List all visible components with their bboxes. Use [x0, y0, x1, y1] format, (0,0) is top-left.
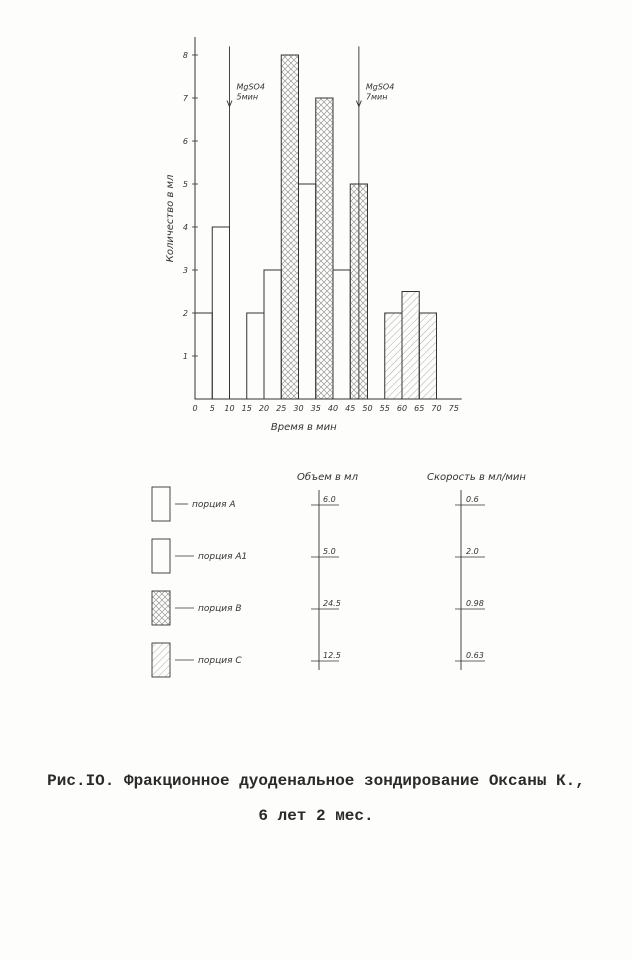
legend-label: порция B	[198, 604, 242, 614]
x-tick-label: 75	[448, 404, 459, 413]
x-tick-label: 30	[293, 404, 304, 413]
x-tick-label: 25	[276, 404, 287, 413]
bar	[281, 55, 298, 399]
volume-value: 6.0	[323, 495, 336, 504]
x-tick-label: 15	[241, 404, 252, 413]
volume-header: Объем в мл	[297, 472, 358, 483]
speed-value: 0.63	[466, 651, 484, 660]
legend-swatch	[152, 487, 170, 521]
x-tick-label: 0	[192, 404, 198, 413]
histogram	[165, 37, 462, 433]
volume-value: 5.0	[323, 547, 336, 556]
figure-caption-line2: 6 лет 2 мес.	[258, 807, 374, 825]
bar	[385, 313, 402, 399]
speed-value: 0.98	[466, 599, 484, 608]
bar	[264, 270, 281, 399]
bar	[402, 292, 419, 400]
bar	[419, 313, 436, 399]
x-axis-label: Время в мин	[270, 422, 337, 433]
bar	[212, 227, 229, 399]
x-tick-label: 40	[327, 404, 339, 413]
x-tick-label: 45	[345, 404, 356, 413]
y-tick-label: 5	[182, 180, 188, 189]
x-tick-label: 10	[224, 404, 235, 413]
x-tick-label: 35	[310, 404, 321, 413]
y-tick-label: 3	[182, 266, 188, 275]
y-tick-label: 7	[182, 94, 188, 103]
y-tick-label: 6	[182, 137, 188, 146]
bar	[316, 98, 333, 399]
legend-table	[152, 471, 526, 677]
y-tick-label: 4	[182, 223, 188, 232]
legend-label: порция A	[192, 500, 236, 510]
x-tick-label: 5	[209, 404, 215, 413]
volume-value: 12.5	[323, 651, 341, 660]
y-axis-label: Количество в мл	[165, 174, 176, 263]
legend-swatch	[152, 643, 170, 677]
annotation-label: MgSO4	[365, 82, 395, 92]
speed-value: 2.0	[466, 547, 479, 556]
y-tick-label: 8	[182, 51, 188, 60]
annotation-label: 7мин	[365, 92, 388, 102]
y-tick-label: 2	[182, 309, 188, 318]
legend-label: порция C	[198, 656, 242, 666]
y-tick-label: 1	[182, 352, 188, 361]
legend-swatch	[152, 591, 170, 625]
speed-header: Скорость в мл/мин	[427, 472, 526, 483]
legend-swatch	[152, 539, 170, 573]
legend-label: порция A1	[198, 552, 248, 562]
x-tick-label: 65	[414, 404, 425, 413]
speed-value: 0.6	[466, 495, 479, 504]
bar	[299, 184, 316, 399]
x-tick-label: 20	[258, 404, 270, 413]
annotation-label: 5мин	[236, 92, 259, 102]
figure-caption-line1: Рис.IO. Фракционное дуоденальное зондирование Оксаны К.,	[47, 772, 585, 790]
volume-value: 24.5	[323, 599, 341, 608]
annotation-label: MgSO4	[236, 82, 265, 92]
bar	[333, 270, 350, 399]
x-tick-label: 55	[379, 404, 390, 413]
x-tick-label: 50	[362, 404, 373, 413]
x-tick-label: 70	[431, 404, 442, 413]
x-tick-label: 60	[396, 404, 408, 413]
bar	[247, 313, 264, 399]
